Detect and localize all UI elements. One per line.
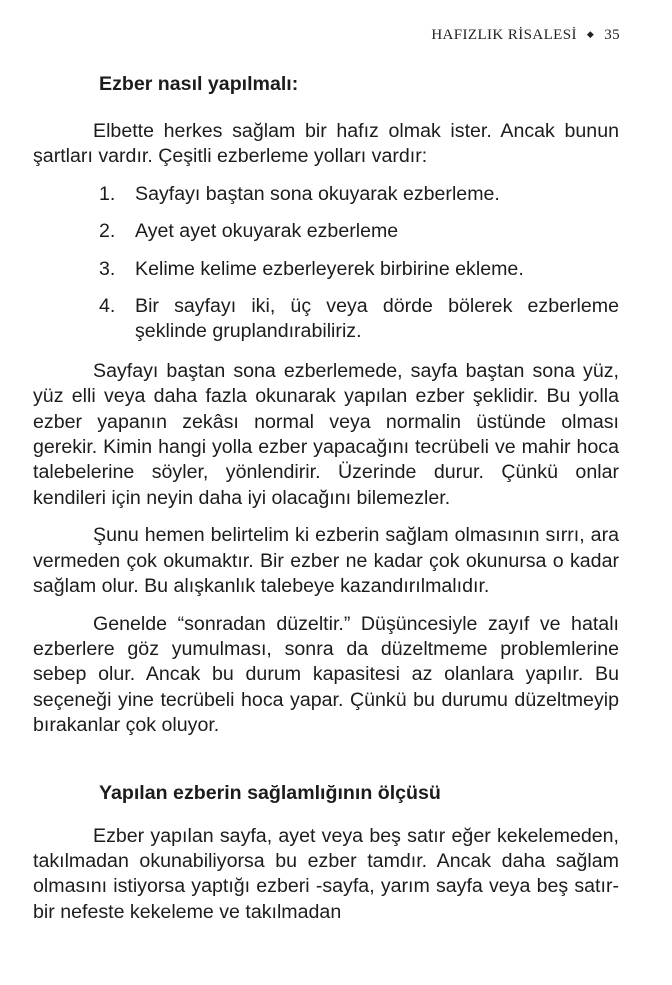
page-number: 35 bbox=[604, 27, 620, 43]
body-paragraph: Sayfayı baştan sona ezberlemede, sayfa baştan sona yüz, yüz elli veya daha fazla okunarak yapılan ezber şeklidir. Bu yolla ezber yapanın zekâsı normal veya normalin üstünde olması gerekir. Kimin hangi yolla ezber yapacağını tecrübeli ve mahir hoca talebelerine söyler, yönlendirir. Üzerinde durur. Çünkü onlar kendileri için neyin daha iyi olacağını bilemezler. bbox=[33, 359, 619, 509]
diamond-separator-icon: ◆ bbox=[586, 29, 595, 39]
list-item-text: Ayet ayet okuyarak ezberleme bbox=[135, 220, 399, 243]
list-item-number: 3. bbox=[99, 257, 116, 280]
list-item-number: 4. bbox=[99, 295, 116, 318]
memorization-methods-list bbox=[33, 182, 619, 345]
list-item bbox=[99, 182, 619, 207]
list-item-text: Kelime kelime ezberleyerek birbirine ekleme. bbox=[135, 257, 524, 280]
body-paragraph: Şunu hemen belirtelim ki ezberin sağlam olmasının sırrı, ara vermeden çok okumaktır. Bir ezber ne kadar çok okunursa o kadar sağlam olur. Bu alışkanlık talebeye kazandırılmalıdır. bbox=[33, 524, 619, 598]
list-item-text: Bir sayfayı iki, üç veya dörde bölerek ezberleme şeklinde gruplandırabiliriz. bbox=[135, 295, 619, 343]
body-paragraph: Genelde “sonradan düzeltir.” Düşüncesiyle zayıf ve hatalı ezberlere göz yumulması, sonra da düzeltmeme problemlerine sebep olur. Ancak bu durum kapasitesi az olanlara yapılır. Bu seçeneği yine tecrübeli hoca yapar. Çünkü bu durumu düzeltmeyip bırakanlar çok oluyor. bbox=[33, 612, 619, 737]
list-item bbox=[99, 294, 619, 345]
section-title-how-to-memorize: Ezber nasıl yapılmalı: bbox=[99, 73, 299, 95]
intro-paragraph: Elbette herkes sağlam bir hafız olmak ister. Ancak bunun şartları vardır. Çeşitli ezberleme yolları vardır: bbox=[33, 120, 619, 168]
section-title-memorization-measure: Yapılan ezberin sağlamlığının ölçüsü bbox=[99, 781, 441, 804]
list-item bbox=[99, 257, 619, 282]
running-header bbox=[431, 27, 620, 44]
running-title: HAFIZLIK RİSALESİ bbox=[431, 27, 577, 43]
list-item-number: 2. bbox=[99, 220, 116, 243]
list-item-text: Sayfayı baştan sona okuyarak ezberleme. bbox=[135, 182, 500, 205]
body-paragraph: Ezber yapılan sayfa, ayet veya beş satır eğer kekelemeden, takılmadan okunabiliyorsa bu ezber tamdır. Ancak daha sağlam olmasını istiyorsa yaptığı ezberi -sayfa, yarım sayfa veya beş satır- bir nefeste kekeleme ve takılmadan bbox=[33, 824, 619, 923]
list-item-number: 1. bbox=[99, 182, 116, 205]
page-body bbox=[33, 66, 619, 925]
list-item bbox=[99, 219, 619, 244]
